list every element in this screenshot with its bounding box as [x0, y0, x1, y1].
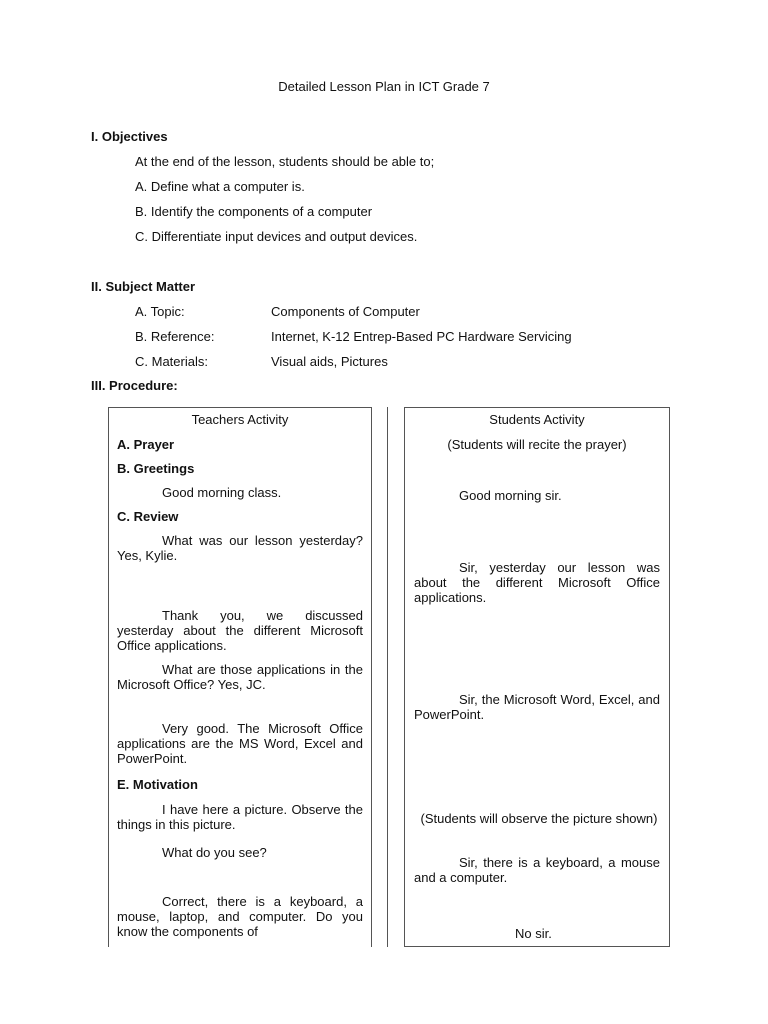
objective-item: C. Differentiate input devices and output devices. — [135, 229, 418, 244]
objectives-intro: At the end of the lesson, students should be able to; — [135, 154, 435, 169]
teacher-review-question: What was our lesson yesterday? Yes, Kylie. — [117, 533, 363, 563]
teacher-very-good: Very good. The Microsoft Office applications are the MS Word, Excel and PowerPoint. — [117, 721, 363, 766]
teacher-greeting: Good morning class. — [162, 485, 282, 500]
teacher-thank-you: Thank you, we discussed yesterday about the different Microsoft Office applications. — [117, 608, 363, 653]
students-apps-reply: Sir, the Microsoft Word, Excel, and PowerPoint. — [414, 692, 660, 722]
students-column-header: Students Activity — [489, 412, 585, 427]
subject-value-topic: Components of Computer — [271, 304, 420, 319]
students-no-sir: No sir. — [515, 926, 552, 941]
subject-label-topic: A. Topic: — [135, 304, 185, 319]
students-recite: (Students will recite the prayer) — [447, 437, 627, 452]
procedure-heading: III. Procedure: — [91, 378, 178, 393]
subject-value-reference: Internet, K-12 Entrep-Based PC Hardware Servicing — [271, 329, 572, 344]
subject-value-materials: Visual aids, Pictures — [271, 354, 388, 369]
teacher-correct-text: Correct, there is a keyboard, a mouse, laptop, and computer. Do you know the components of — [117, 894, 363, 939]
teacher-picture-text: I have here a picture. Observe the things in this picture. — [117, 802, 363, 832]
motivation-heading: E. Motivation — [117, 777, 198, 792]
teacher-what-see: What do you see? — [162, 845, 267, 860]
teacher-apps-question: What are those applications in the Microsoft Office? Yes, JC. — [117, 662, 363, 692]
teacher-column-header: Teachers Activity — [191, 412, 289, 427]
subject-matter-heading: II. Subject Matter — [91, 279, 196, 294]
objective-item: A. Define what a computer is. — [135, 179, 305, 194]
review-heading: C. Review — [117, 509, 179, 524]
greetings-heading: B. Greetings — [117, 461, 195, 476]
objective-item: B. Identify the components of a computer — [135, 204, 373, 219]
objectives-heading: I. Objectives — [91, 129, 168, 144]
students-lesson-reply: Sir, yesterday our lesson was about the different Microsoft Office applications. — [414, 560, 660, 605]
column-divider — [387, 407, 388, 947]
students-keyboard-reply: Sir, there is a keyboard, a mouse and a computer. — [414, 855, 660, 885]
prayer-heading: A. Prayer — [117, 437, 175, 452]
subject-label-reference: B. Reference: — [135, 329, 215, 344]
subject-label-materials: C. Materials: — [135, 354, 208, 369]
students-greeting-reply: Good morning sir. — [459, 488, 562, 503]
students-observe: (Students will observe the picture shown) — [420, 811, 658, 826]
page-title: Detailed Lesson Plan in ICT Grade 7 — [278, 79, 490, 94]
